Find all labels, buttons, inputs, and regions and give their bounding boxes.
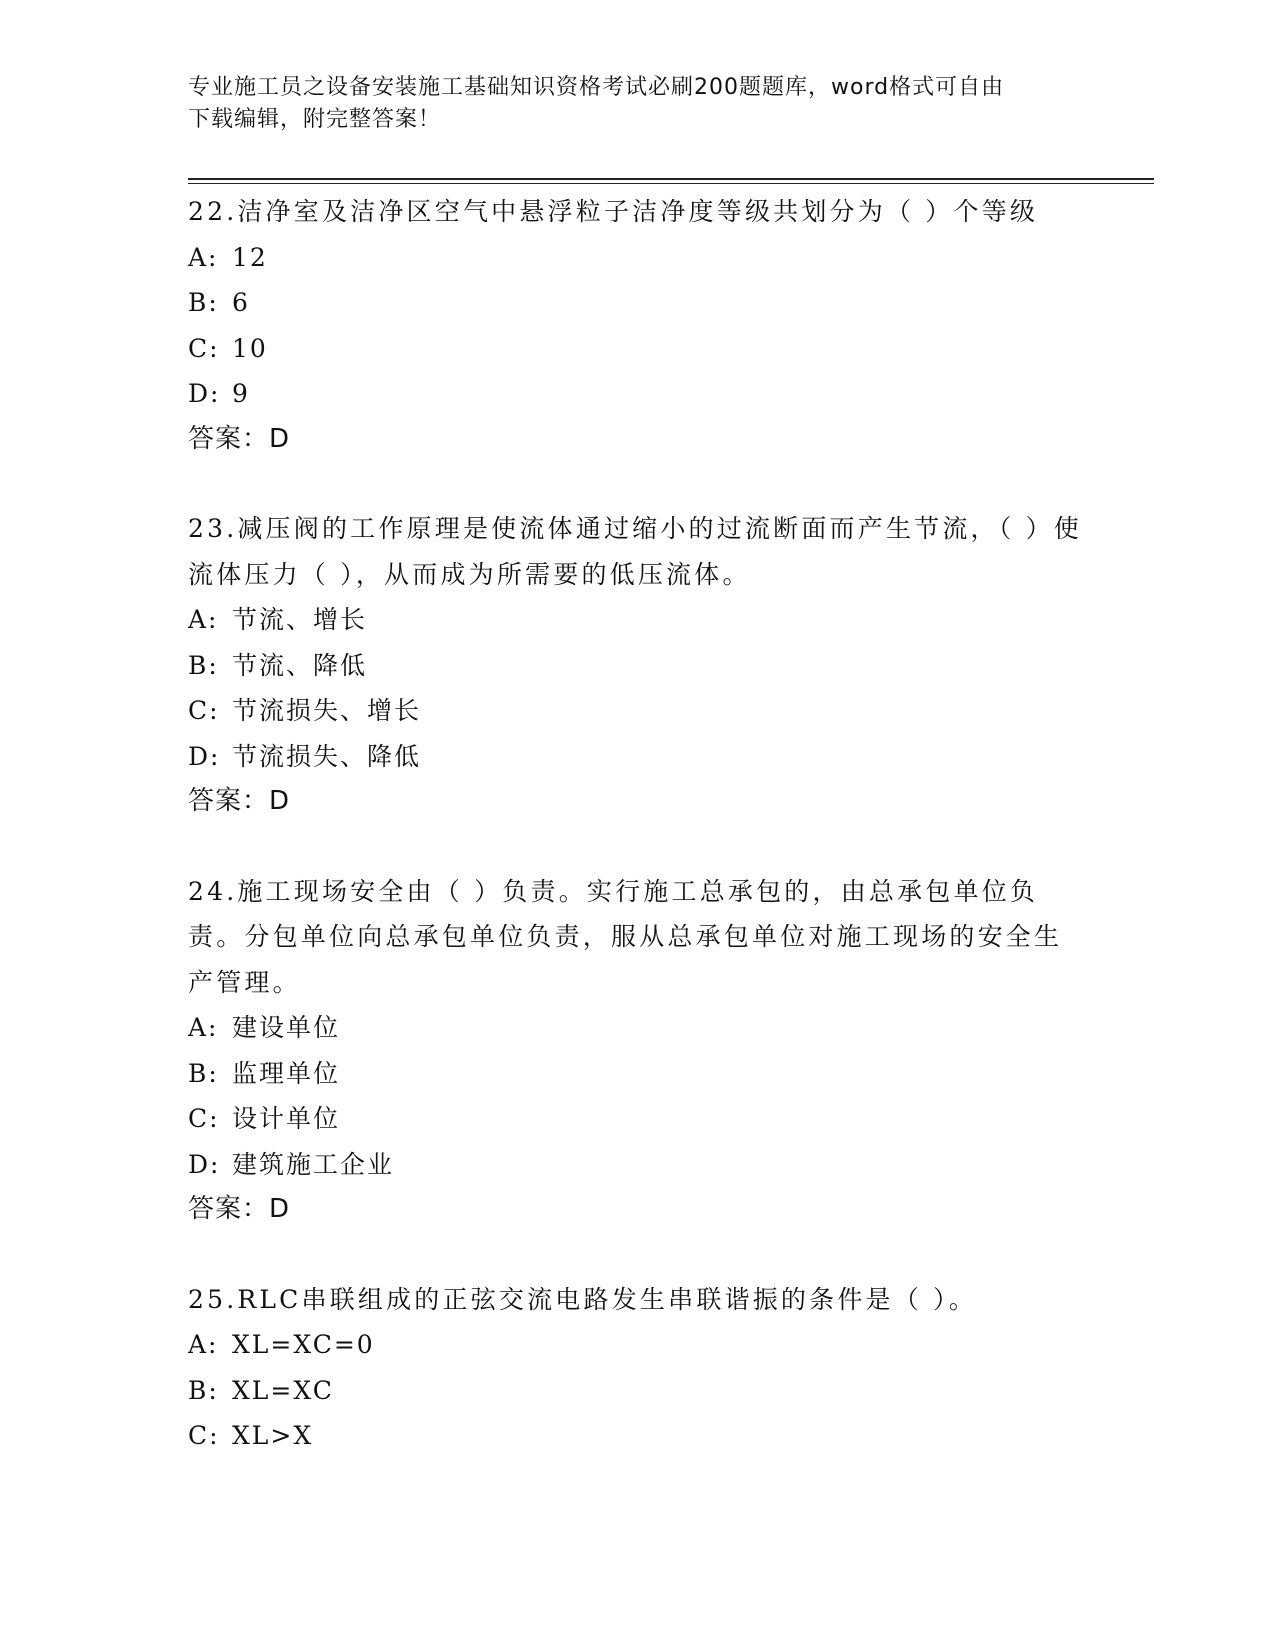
document-header [188, 72, 1068, 136]
header-title-line-1: 专业施工员之设备安装施工基础知识资格考试必刷200题题库，word格式可自由 [188, 75, 1005, 100]
option-a [188, 597, 1088, 643]
question-24 [188, 869, 1088, 1233]
option-letter: C: [188, 696, 220, 725]
option-text: 节流、增长 [232, 605, 368, 634]
option-b [188, 280, 1088, 326]
option-text: 建设单位 [232, 1013, 341, 1042]
question-23 [188, 506, 1088, 825]
question-stem: 22.洁净室及洁净区空气中悬浮粒子洁净度等级共划分为（ ）个等级 [188, 197, 1039, 226]
option-letter: C: [188, 333, 220, 363]
question-stem: 25.RLC串联组成的正弦交流电路发生串联谐振的条件是（ ）。 [188, 1284, 977, 1314]
option-text: 9 [232, 379, 250, 408]
option-text: XL=XC [232, 1375, 334, 1405]
answer-line: 答案：D [188, 786, 291, 816]
option-letter: D: [188, 1149, 221, 1179]
option-a [188, 235, 1088, 281]
option-text: 10 [232, 333, 268, 363]
option-d [188, 1142, 1088, 1188]
question-25 [188, 1277, 1088, 1459]
option-c [188, 1096, 1088, 1142]
option-letter: A: [188, 1013, 219, 1042]
question-stem: 23.减压阀的工作原理是使流体通过缩小的过流断面而产生节流，（ ）使流体压力（ ），从而成为所需要的低压流体。 [188, 514, 1083, 589]
option-text: 节流损失、增长 [232, 696, 422, 725]
option-text: 建筑施工企业 [232, 1149, 395, 1179]
option-c [188, 326, 1088, 372]
option-b [188, 1051, 1088, 1097]
option-letter: B: [188, 1375, 219, 1405]
option-text: 6 [232, 288, 250, 317]
header-title-line-2: 下载编辑，附完整答案！ [188, 107, 442, 132]
option-b [188, 643, 1088, 689]
answer-line: 答案：D [188, 423, 291, 454]
option-letter: C: [188, 1104, 220, 1133]
option-letter: D: [188, 741, 221, 771]
option-text: 节流、降低 [232, 650, 368, 680]
option-a [188, 1005, 1088, 1051]
question-list [188, 189, 1088, 1503]
option-c [188, 1413, 1088, 1459]
option-text: XL>X [232, 1421, 314, 1450]
option-letter: B: [188, 288, 219, 317]
question-22 [188, 189, 1088, 462]
option-letter: A: [188, 605, 219, 634]
option-c [188, 688, 1088, 734]
option-text: 监理单位 [232, 1058, 341, 1088]
option-text: XL=XC=0 [232, 1330, 375, 1359]
option-d [188, 734, 1088, 780]
header-divider [188, 178, 1154, 184]
option-text: 12 [232, 242, 268, 272]
option-a [188, 1322, 1088, 1368]
option-letter: A: [188, 242, 219, 272]
answer-line: 答案：D [188, 1194, 291, 1224]
option-letter: B: [188, 1058, 219, 1088]
option-letter: D: [188, 379, 221, 408]
option-letter: B: [188, 650, 219, 680]
option-text: 节流损失、降低 [232, 741, 422, 771]
option-text: 设计单位 [232, 1104, 341, 1133]
question-stem: 24.施工现场安全由（ ）负责。实行施工总承包的，由总承包单位负责。分包单位向总承包单位负责，服从总承包单位对施工现场的安全生产管理。 [188, 876, 1063, 997]
option-b [188, 1368, 1088, 1414]
option-letter: C: [188, 1421, 220, 1450]
option-d [188, 371, 1088, 417]
option-letter: A: [188, 1330, 219, 1359]
